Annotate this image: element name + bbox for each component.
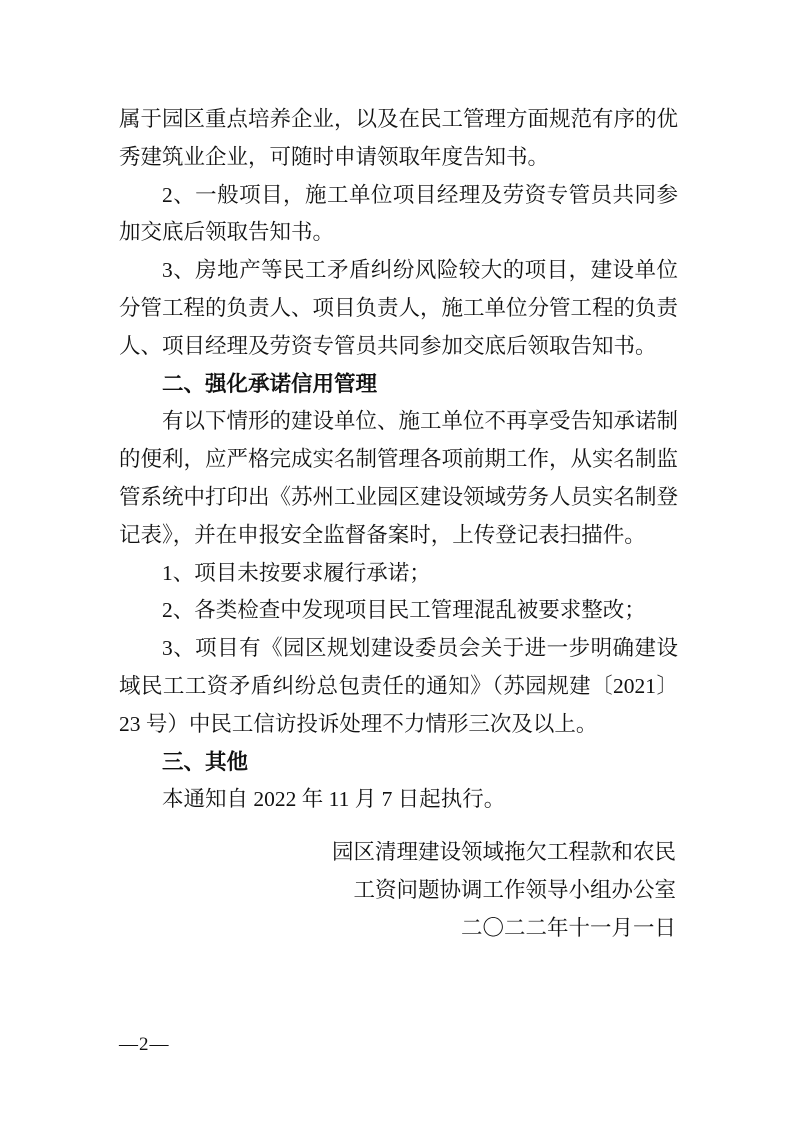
list-item-2-inspection-rectification: 2、各类检查中发现项目民工管理混乱被要求整改； [162,598,646,623]
signature-org-line-2: 工资问题协调工作领导小组办公室 [353,877,676,902]
list-item-3-complaint-handling: 3、项目有《园区规划建设委员会关于进一步明确建设域民工工资矛盾纠纷总包责任的通知》（苏园规建〔2021〕23 号）中民工信访投诉处理不力情形三次及以上。 [119,636,678,736]
paragraph-continued-from-previous-page: 属于园区重点培养企业，以及在民工管理方面规范有序的优秀建筑业企业，可随时申请领取年度告知书。 [119,107,679,169]
document-body [119,101,678,948]
signature-date: 二〇二二年十一月一日 [460,915,676,940]
section-heading-3-others: 三、其他 [162,749,249,774]
list-item-2-general-projects: 2、一般项目，施工单位项目经理及劳资专管员共同参加交底后领取告知书。 [119,182,678,245]
list-item-1-promise-not-fulfilled: 1、项目未按要求履行承诺； [162,560,431,585]
page-number: —2— [119,1034,170,1055]
signature-org-line-1: 园区清理建设领域拖欠工程款和农民 [331,840,676,865]
section-heading-2-credit-management: 二、强化承诺信用管理 [162,371,378,396]
paragraph-real-name-system: 有以下情形的建设单位、施工单位不再享受告知承诺制的便利，应严格完成实名制管理各项前期工作，从实名制监管系统中打印出《苏州工业园区建设领域劳务人员实名制登记表》，并在申报安全监督备案时，上传登记表扫描件。 [119,409,679,547]
paragraph-effective-date: 本通知自 2022 年 11 月 7 日起执行。 [162,787,506,812]
signature-block [119,834,678,947]
list-item-3-high-risk-projects: 3、房地产等民工矛盾纠纷风险较大的项目，建设单位分管工程的负责人、项目负责人，施工单位分管工程的负责人、项目经理及劳资专管员共同参加交底后领取告知书。 [119,258,679,358]
